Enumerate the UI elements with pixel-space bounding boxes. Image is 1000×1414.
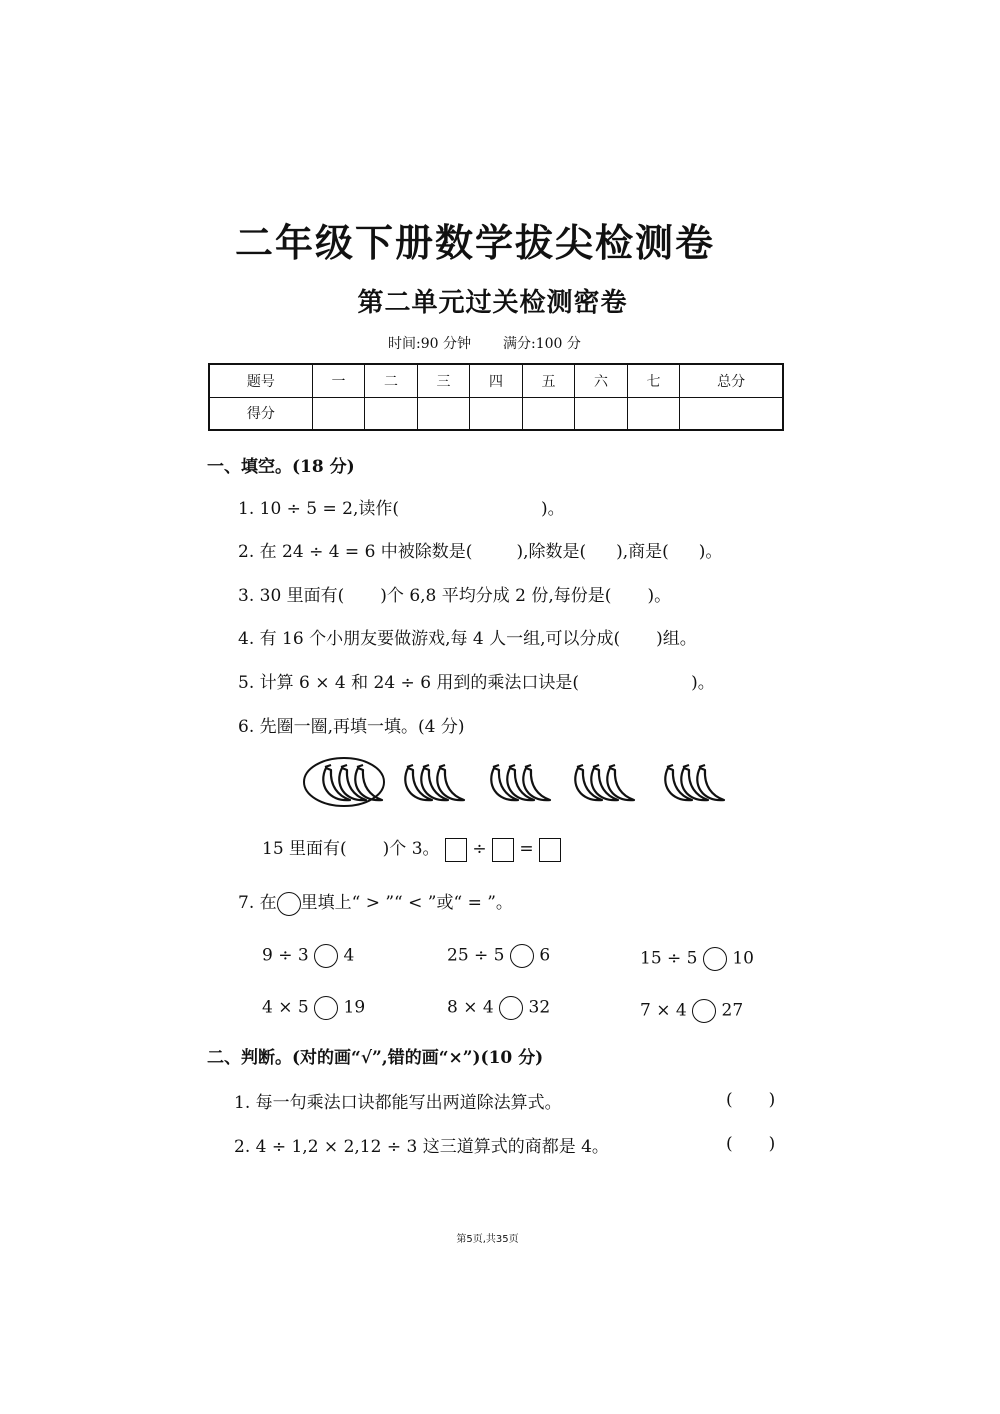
q1-text-a: 1. 10 ÷ 5 = 2,读作( <box>238 499 400 519</box>
section1-heading: 一、填空。(18 分) <box>207 457 355 477</box>
paren-open: ( <box>726 1134 733 1154</box>
score-header-2: 二 <box>365 364 418 397</box>
score-header-7: 七 <box>627 364 680 397</box>
q2-text-b: ),除数是( <box>516 542 587 562</box>
answer-box-divisor[interactable] <box>492 838 514 862</box>
paren-close: ) <box>768 1134 776 1154</box>
compare-item <box>262 996 365 1020</box>
score-header-3: 三 <box>417 364 470 397</box>
q4-text-a: 4. 有 16 个小朋友要做游戏,每 4 人一组,可以分成( <box>238 629 621 649</box>
time-limit: 时间:90 分钟 <box>388 336 471 352</box>
q7-text-b: 里填上“ > ”“ < ”或“ = ”。 <box>300 893 513 913</box>
compare-item <box>262 944 354 968</box>
score-table <box>208 363 784 431</box>
compare-right: 10 <box>732 948 754 969</box>
main-title: 二年级下册数学拔尖检测卷 <box>234 220 715 265</box>
compare-circle[interactable] <box>692 999 716 1023</box>
q2-text-c: ),商是( <box>616 542 669 562</box>
q3-text-c: )。 <box>647 586 672 606</box>
question-4 <box>238 624 697 649</box>
score-header-1: 一 <box>312 364 365 397</box>
q6-fill-a: 15 里面有( <box>262 839 347 859</box>
score-header-4: 四 <box>470 364 523 397</box>
banana-group-3[interactable] <box>491 765 550 800</box>
judge-answer-2[interactable] <box>726 1134 775 1154</box>
compare-right: 4 <box>343 945 355 966</box>
section2-heading: 二、判断。(对的画“√”,错的画“×”)(10 分) <box>207 1048 544 1068</box>
answer-box-quotient[interactable] <box>539 838 561 862</box>
compare-item <box>447 996 550 1020</box>
q7-text-a: 7. 在 <box>238 893 277 913</box>
score-cell[interactable] <box>522 397 575 430</box>
compare-left: 4 × 5 <box>262 997 309 1018</box>
judge-question-2: 2. 4 ÷ 1,2 × 2,12 ÷ 3 这三道算式的商都是 4。 <box>234 1137 609 1157</box>
question-3 <box>238 581 671 606</box>
question-1 <box>238 494 565 519</box>
score-cell[interactable] <box>417 397 470 430</box>
score-cell[interactable] <box>575 397 628 430</box>
full-score: 满分:100 分 <box>503 336 581 352</box>
compare-item <box>640 999 743 1023</box>
banana-group-1[interactable] <box>323 765 382 800</box>
circle-symbol <box>277 892 301 916</box>
compare-item <box>447 944 550 968</box>
q2-text-a: 2. 在 24 ÷ 4 = 6 中被除数是( <box>238 542 473 562</box>
compare-right: 19 <box>343 997 366 1018</box>
compare-right: 27 <box>721 1000 744 1021</box>
score-row-label: 得分 <box>209 397 312 430</box>
division-sign: ÷ <box>472 839 487 859</box>
question-6-fill <box>262 834 561 862</box>
compare-left: 9 ÷ 3 <box>262 945 309 966</box>
q5-text-b: )。 <box>691 673 715 693</box>
paren-open: ( <box>726 1090 733 1110</box>
q4-text-b: )组。 <box>656 629 697 649</box>
bananas-illustration <box>300 752 740 812</box>
compare-right: 32 <box>528 997 551 1018</box>
question-6: 6. 先圈一圈,再填一填。(4 分) <box>238 717 465 737</box>
score-cell[interactable] <box>470 397 523 430</box>
compare-right: 6 <box>539 945 551 966</box>
banana-group-2[interactable] <box>405 765 464 800</box>
q1-text-b: )。 <box>541 499 565 519</box>
compare-circle[interactable] <box>314 996 338 1020</box>
compare-circle[interactable] <box>314 944 338 968</box>
compare-left: 25 ÷ 5 <box>447 945 505 966</box>
q6-fill-b: )个 3。 <box>382 839 440 859</box>
compare-left: 7 × 4 <box>640 1000 687 1021</box>
compare-circle[interactable] <box>499 996 523 1020</box>
q2-text-d: )。 <box>698 542 723 562</box>
compare-left: 8 × 4 <box>447 997 494 1018</box>
compare-circle[interactable] <box>510 944 534 968</box>
question-2 <box>238 537 722 562</box>
score-header-6: 六 <box>575 364 628 397</box>
equals-sign: = <box>519 839 534 859</box>
score-header-label: 题号 <box>209 364 312 397</box>
score-cell[interactable] <box>627 397 680 430</box>
judge-question-1: 1. 每一句乘法口诀都能写出两道除法算式。 <box>234 1093 562 1113</box>
compare-left: 15 ÷ 5 <box>640 948 698 969</box>
page-number: 第5页,共35页 <box>456 1234 519 1245</box>
q3-text-a: 3. 30 里面有( <box>238 586 345 606</box>
judge-answer-1[interactable] <box>726 1090 775 1110</box>
q5-text-a: 5. 计算 6 × 4 和 24 ÷ 6 用到的乘法口诀是( <box>238 673 580 693</box>
q3-text-b: )个 6,8 平均分成 2 份,每份是( <box>380 586 612 606</box>
paren-close: ) <box>768 1090 776 1110</box>
question-7 <box>238 888 513 916</box>
compare-item <box>640 947 754 971</box>
banana-group-4[interactable] <box>575 765 634 800</box>
banana-group-5[interactable] <box>665 765 724 800</box>
score-header-total: 总分 <box>680 364 783 397</box>
score-cell[interactable] <box>365 397 418 430</box>
question-5 <box>238 668 715 693</box>
score-header-5: 五 <box>522 364 575 397</box>
score-cell[interactable] <box>312 397 365 430</box>
answer-box-dividend[interactable] <box>445 838 467 862</box>
compare-circle[interactable] <box>703 947 727 971</box>
subtitle: 第二单元过关检测密卷 <box>357 288 628 318</box>
score-cell[interactable] <box>680 397 783 430</box>
